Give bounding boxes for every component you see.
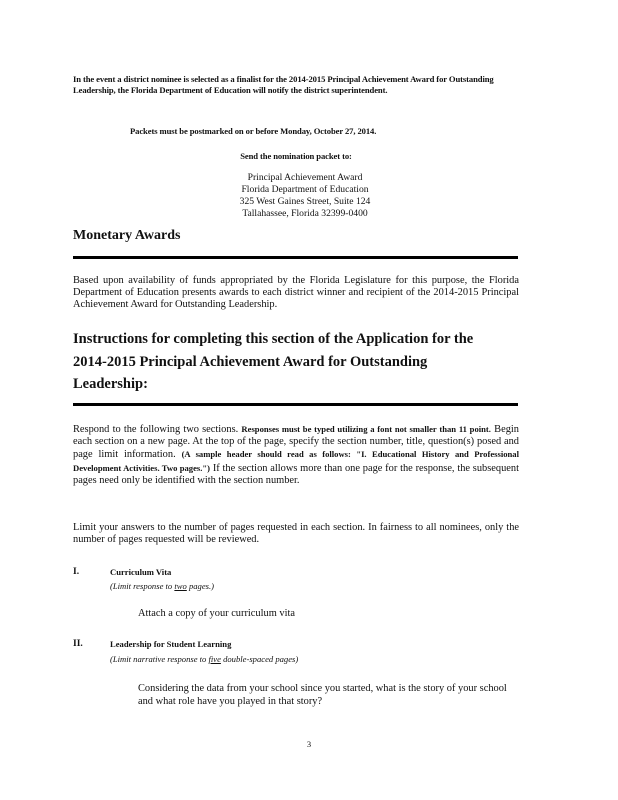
respond-lead: Respond to the following two sections.: [73, 424, 239, 435]
finalist-notice: In the event a district nominee is selected as a finalist for the 2014-2015 Principal Achievement Award for Outstanding Leadership, the Florida Department of Education will notify the district superintendent.: [73, 74, 494, 96]
section-title: Curriculum Vita: [110, 567, 172, 577]
address-line-1: Principal Achievement Award: [247, 172, 363, 183]
section-page-limit: (Limit response to two pages.): [110, 581, 215, 591]
list-item: [122, 682, 520, 708]
list-item: [122, 607, 532, 620]
address-line-3: 325 West Gaines Street, Suite 124: [239, 196, 371, 208]
respond-font-requirement: Responses must be typed utilizing a font not smaller than 11 point.: [241, 424, 491, 434]
section-numeral: I.: [73, 567, 80, 577]
monetary-awards-body: Based upon availability of funds appropriated by the Florida Legislature for this purpose, the Florida Department of Education presents awards to each district winner and recipient of the 2014-2015 Principal Achievement Award for Outstanding Leadership.: [73, 275, 519, 311]
page-limit-paragraph: Limit your answers to the number of pages requested in each section. In fairness to all nominees, only the number of pages requested will be reviewed.: [73, 522, 519, 546]
section-divider: [73, 256, 518, 259]
section-numeral: II.: [73, 639, 83, 649]
section-page-limit: (Limit narrative response to five double-spaced pages): [110, 654, 299, 664]
section-divider: [73, 403, 518, 406]
monetary-awards-heading: Monetary Awards: [73, 228, 181, 243]
respond-page-setup: Begin each section on a new page. At the top of the page, specify the section number, title, question(s) posed and page limit information.: [73, 424, 519, 461]
section-title: Leadership for Student Learning: [110, 639, 232, 649]
address-line-4: Tallahassee, Florida 32399-0400: [242, 208, 368, 220]
postmark-deadline: Packets must be postmarked on or before Monday, October 27, 2014.: [130, 126, 377, 136]
send-instruction: Send the nomination packet to:: [240, 151, 352, 161]
section-bullet-text: Considering the data from your school since you started, what is the story of your school and what role have you played in that story?: [138, 683, 507, 707]
respond-continuation: If the section allows more than one page for the response, the subsequent pages need only be identified with the section number.: [73, 462, 519, 486]
section-bullet-text: Attach a copy of your curriculum vita: [138, 608, 295, 619]
instructions-heading: Instructions for completing this section of the Application for the 2014-2015 Principal Achievement Award for Outstanding Leadership:: [73, 331, 474, 392]
address-line-2: Florida Department of Education: [241, 184, 369, 196]
respond-sample-header: (A sample header should read as follows: "I. Educational History and Professional Development Activities. Two pages."): [73, 449, 519, 473]
page-number: 3: [306, 739, 312, 749]
mailing-address: [180, 172, 430, 220]
respond-paragraph: [73, 423, 519, 487]
